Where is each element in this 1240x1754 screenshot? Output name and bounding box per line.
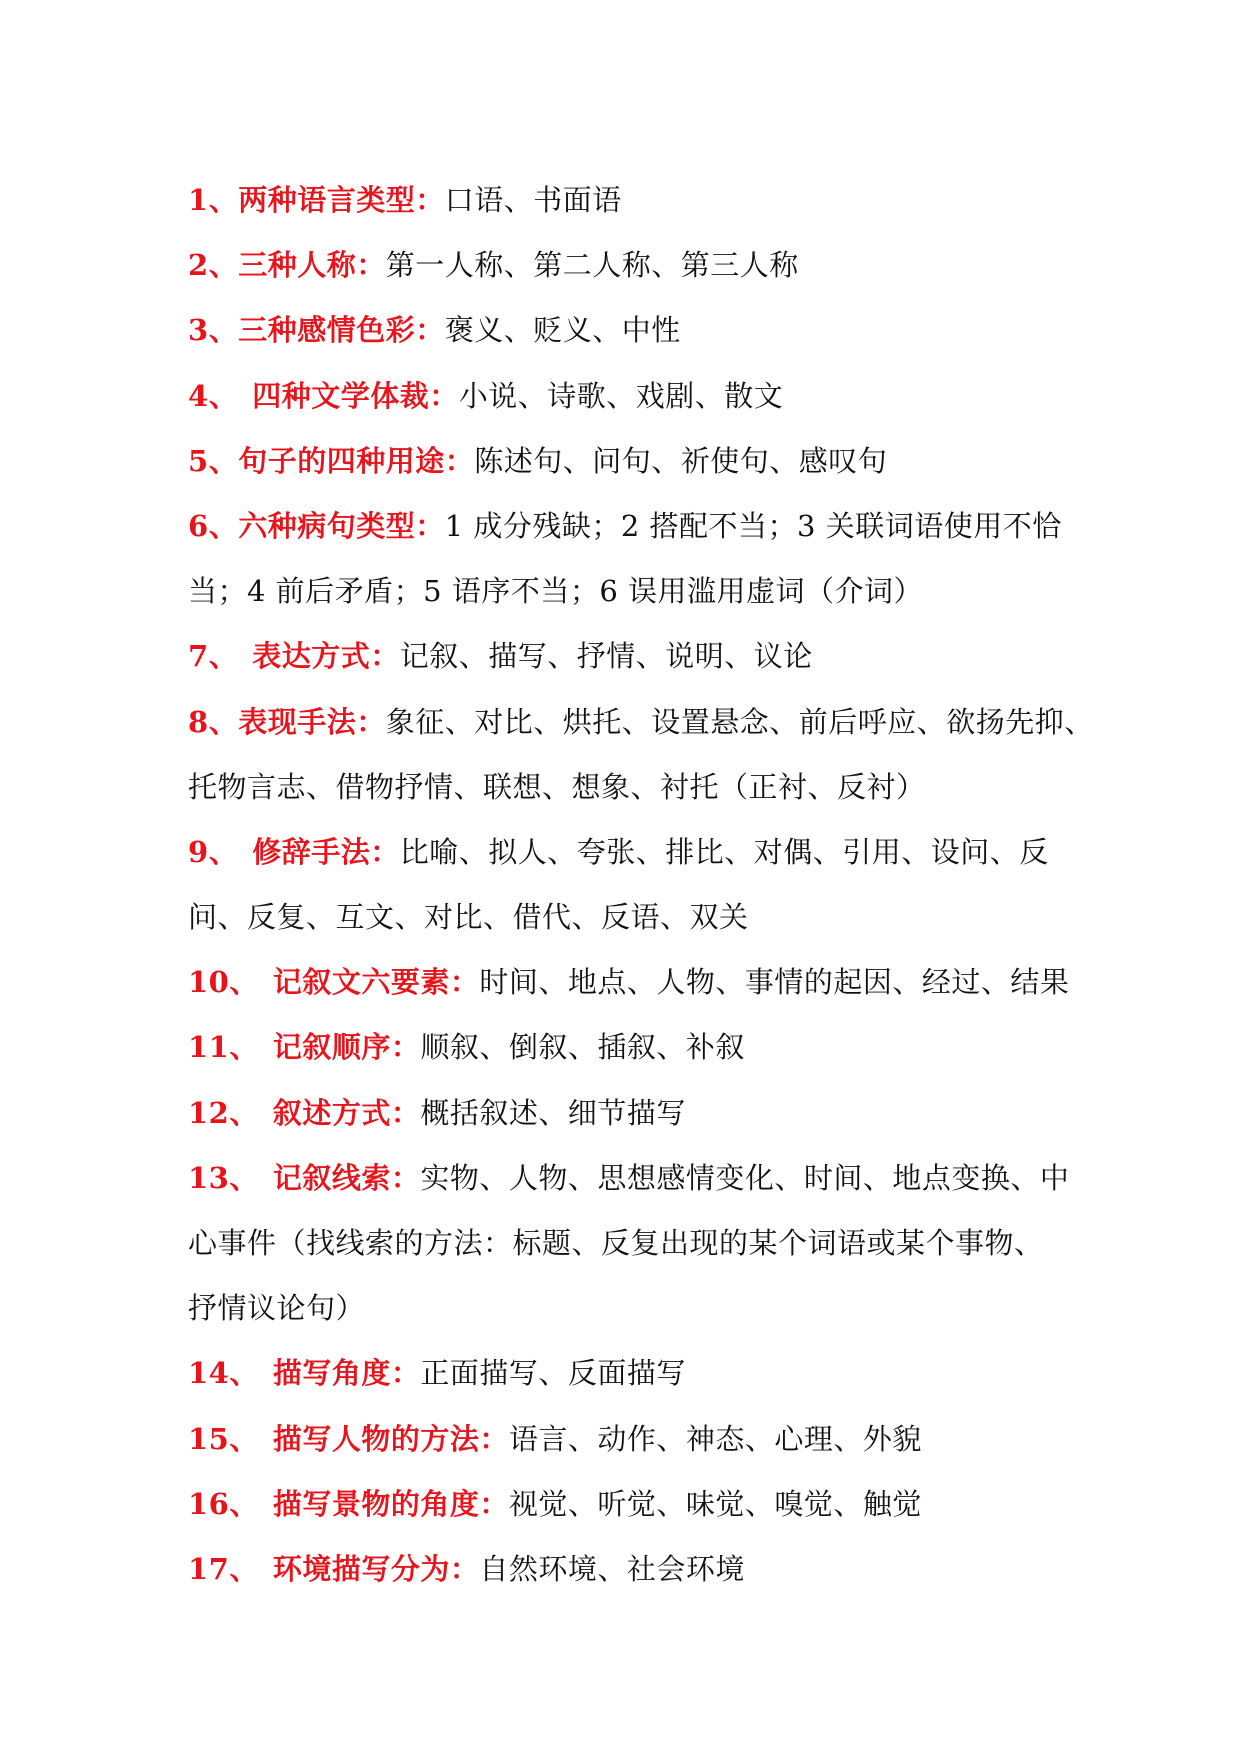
item-number: 10	[188, 965, 230, 1000]
item-line-14	[188, 1341, 1088, 1406]
item-label: 六种病句类型：	[238, 508, 445, 543]
item-label: 记叙文六要素：	[272, 965, 480, 1000]
item-label: 记叙顺序：	[272, 1030, 421, 1065]
item-label: 修辞手法：	[252, 834, 400, 869]
item-line-9	[188, 820, 1088, 885]
item-line-13-continued-2	[188, 1276, 1088, 1341]
item-line-7	[188, 624, 1088, 689]
item-content: 象征、对比、烘托、设置悬念、前后呼应、欲扬先抑、	[385, 704, 1094, 739]
item-number: 7	[188, 639, 209, 674]
item-line-13	[188, 1146, 1088, 1211]
item-number: 15	[188, 1421, 230, 1456]
item-line-2	[188, 233, 1088, 298]
item-line-6-continued	[188, 559, 1088, 624]
item-number: 14	[188, 1356, 230, 1391]
item-content: 语言、动作、神态、心理、外貌	[508, 1421, 922, 1456]
item-line-10	[188, 950, 1088, 1015]
item-line-9-continued	[188, 885, 1088, 950]
item-line-13-continued	[188, 1211, 1088, 1276]
item-separator: 、	[208, 378, 239, 413]
item-line-4	[188, 364, 1088, 429]
item-label: 记叙线索：	[272, 1160, 421, 1195]
item-content: 第一人称、第二人称、第三人称	[385, 248, 799, 283]
item-separator: 、	[208, 508, 239, 543]
item-content: 托物言志、借物抒情、联想、想象、衬托（正衬、反衬）	[188, 769, 926, 804]
item-separator: 、	[208, 834, 239, 869]
item-label: 句子的四种用途：	[238, 443, 475, 478]
item-content: 记叙、描写、抒情、说明、议论	[399, 639, 813, 674]
item-number: 17	[188, 1551, 230, 1586]
item-line-3	[188, 298, 1088, 363]
item-label: 叙述方式：	[272, 1095, 421, 1130]
item-separator: 、	[229, 1551, 259, 1586]
item-line-1	[188, 168, 1088, 233]
item-content: 自然环境、社会环境	[479, 1551, 745, 1586]
document-page	[188, 168, 1094, 1602]
item-number: 2	[188, 248, 209, 283]
item-content: 正面描写、反面描写	[420, 1356, 686, 1391]
item-separator: 、	[229, 1160, 259, 1195]
item-number: 12	[188, 1095, 230, 1130]
item-label: 描写人物的方法：	[272, 1421, 509, 1456]
item-line-8-continued	[188, 755, 1088, 820]
item-content: 比喻、拟人、夸张、排比、对偶、引用、设问、反	[399, 834, 1049, 869]
item-line-8	[188, 690, 1094, 755]
item-label: 三种感情色彩：	[238, 313, 445, 348]
item-line-15	[188, 1407, 1088, 1472]
item-content: 口语、书面语	[444, 183, 622, 217]
item-number: 16	[188, 1486, 230, 1521]
item-separator: 、	[208, 248, 239, 283]
item-separator: 、	[229, 1356, 259, 1391]
item-label: 描写景物的角度：	[272, 1486, 509, 1521]
item-number: 4	[188, 378, 209, 413]
item-line-12	[188, 1081, 1088, 1146]
item-label: 环境描写分为：	[272, 1551, 480, 1586]
item-label: 表现手法：	[238, 704, 386, 739]
item-content: 实物、人物、思想感情变化、时间、地点变换、中	[420, 1160, 1070, 1195]
item-number: 6	[188, 508, 209, 543]
item-separator: 、	[208, 704, 239, 739]
item-content: 概括叙述、细节描写	[420, 1095, 686, 1130]
item-content: 陈述句、问句、祈使句、感叹句	[474, 443, 888, 478]
item-separator: 、	[208, 443, 239, 478]
item-content: 视觉、听觉、味觉、嗅觉、触觉	[508, 1486, 922, 1521]
item-content: 心事件（找线索的方法：标题、反复出现的某个词语或某个事物、	[188, 1226, 1044, 1260]
item-number: 5	[188, 443, 209, 478]
item-number: 3	[188, 313, 209, 348]
item-number: 9	[188, 834, 209, 869]
item-separator: 、	[229, 1030, 259, 1065]
item-line-5	[188, 429, 1088, 494]
item-line-16	[188, 1472, 1088, 1537]
item-content: 当；4 前后矛盾；5 语序不当；6 误用滥用虚词（介词）	[188, 574, 924, 609]
item-content: 1 成分残缺；2 搭配不当；3 关联词语使用不恰	[444, 508, 1062, 543]
item-content: 顺叙、倒叙、插叙、补叙	[420, 1030, 745, 1065]
item-number: 11	[188, 1030, 230, 1065]
item-content: 问、反复、互文、对比、借代、反语、双关	[188, 900, 749, 935]
item-label: 两种语言类型：	[238, 183, 445, 217]
item-number: 13	[188, 1160, 230, 1195]
item-line-6	[188, 494, 1088, 559]
item-label: 三种人称：	[238, 248, 386, 283]
item-content: 小说、诗歌、戏剧、散文	[458, 378, 784, 413]
item-separator: 、	[208, 183, 239, 217]
item-separator: 、	[229, 1421, 259, 1456]
item-content: 抒情议论句）	[188, 1291, 366, 1326]
item-label: 表达方式：	[252, 639, 400, 674]
item-label: 四种文学体裁：	[252, 378, 459, 413]
item-label: 描写角度：	[272, 1356, 421, 1391]
item-separator: 、	[229, 1095, 259, 1130]
item-separator: 、	[208, 639, 239, 674]
item-separator: 、	[208, 313, 239, 348]
item-content: 褒义、贬义、中性	[444, 313, 681, 348]
item-line-11	[188, 1015, 1088, 1080]
item-number: 8	[188, 704, 209, 739]
item-number: 1	[188, 183, 209, 217]
item-separator: 、	[229, 965, 259, 1000]
item-content: 时间、地点、人物、事情的起因、经过、结果	[479, 965, 1070, 1000]
item-separator: 、	[229, 1486, 259, 1521]
item-line-17	[188, 1537, 1088, 1602]
